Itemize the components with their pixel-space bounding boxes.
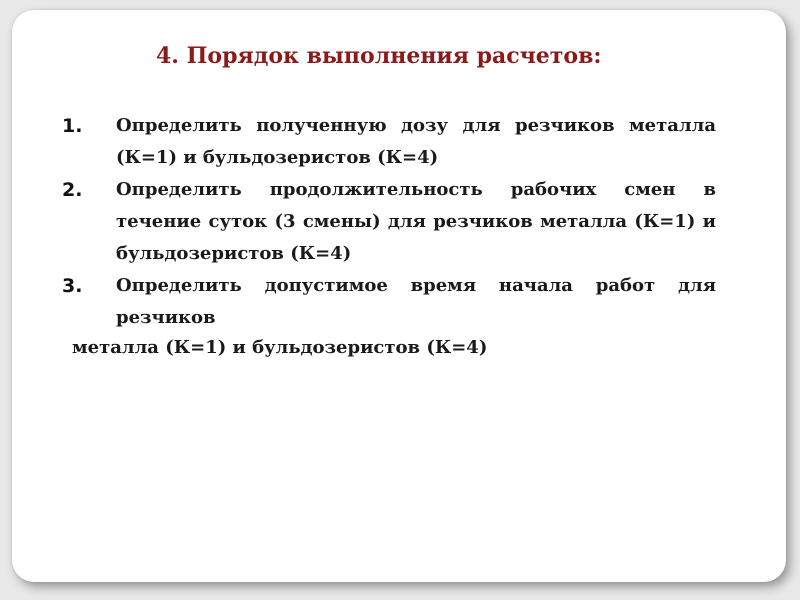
item-number: 3. [62,275,83,297]
item-number: 2. [62,179,83,201]
item-text: Определить продолжительность рабочих смен в течение суток (3 смены) для резчиков металла (К=1) и бульдозеристов (К=4) [116,179,716,264]
list-item [60,110,716,174]
continuation-text: металла (К=1) и бульдозеристов (К=4) [72,337,488,358]
steps-list [60,110,716,334]
slide-title: 4. Порядок выполнения расчетов: [156,43,602,69]
list-item [60,270,716,334]
item-text: Определить полученную дозу для резчиков металла (К=1) и бульдозеристов (К=4) [116,115,716,168]
item-number: 1. [62,115,83,137]
list-item [60,174,716,270]
item-text: Определить допустимое время начала работ для резчиков [116,275,716,328]
